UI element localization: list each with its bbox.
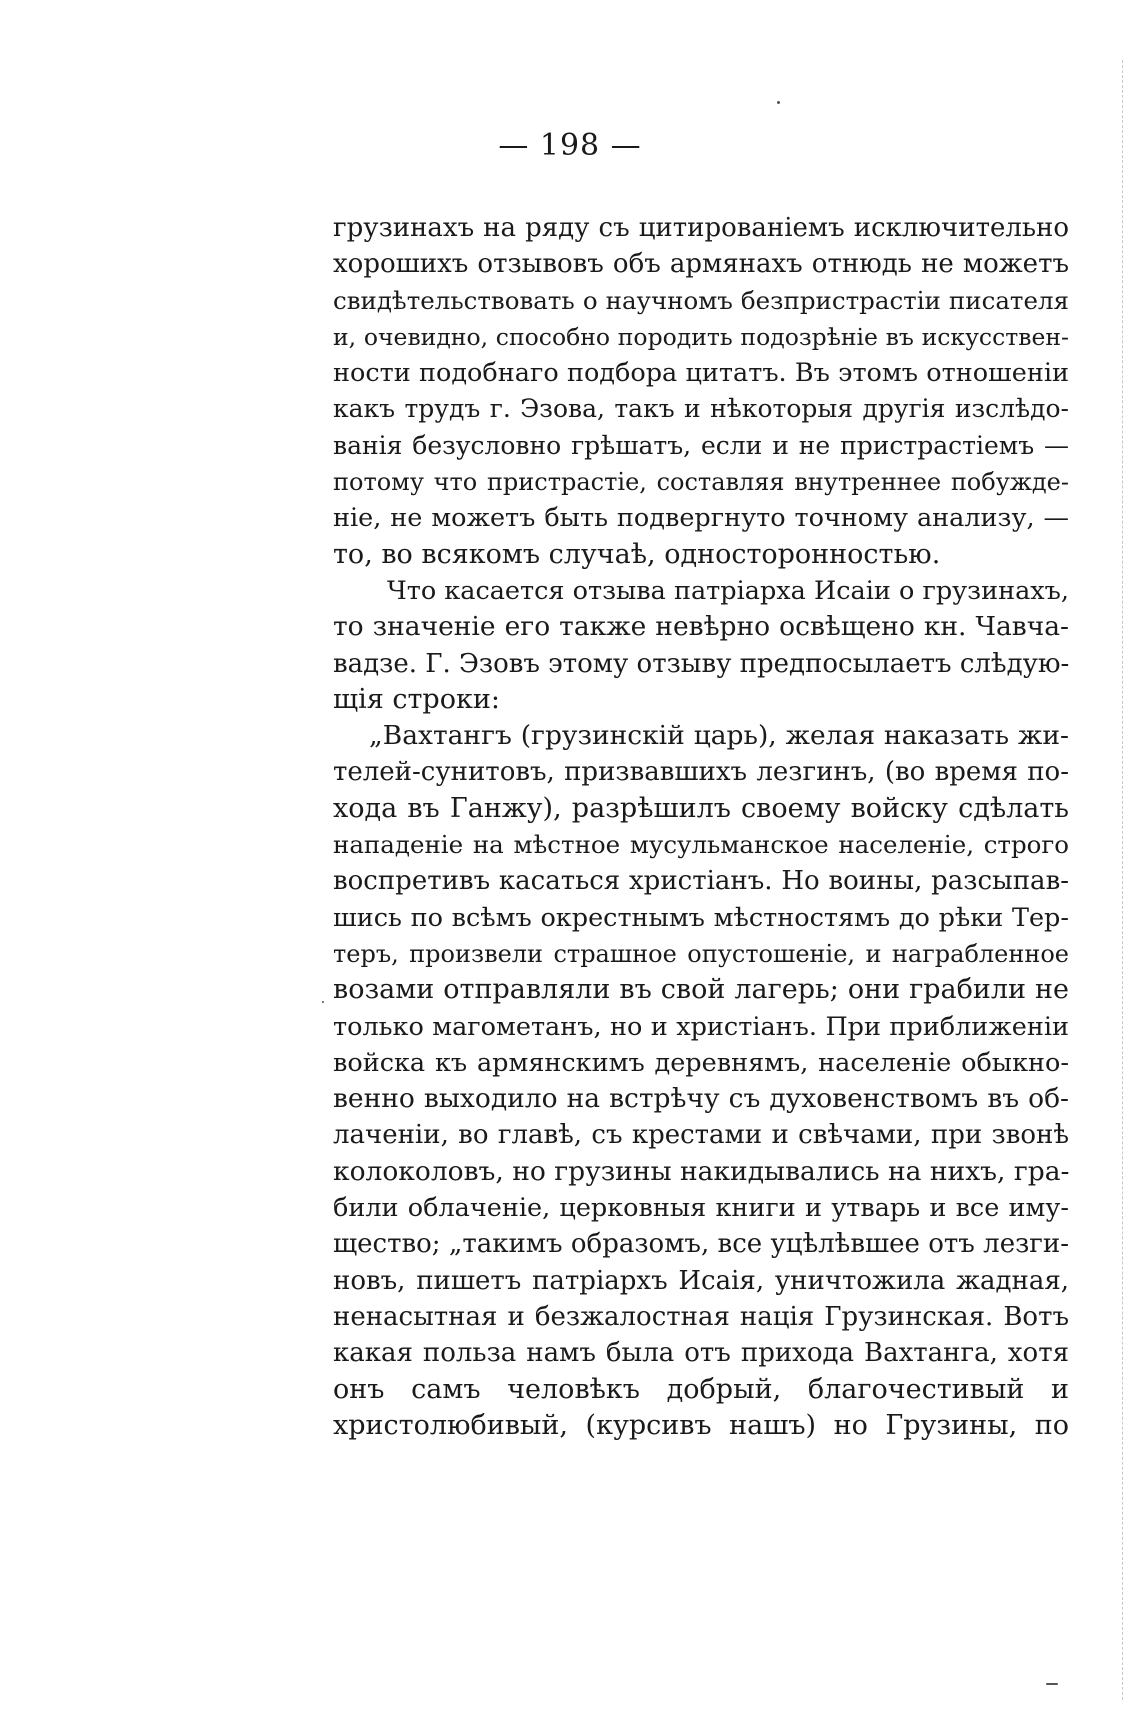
text-line: и, очевидно, способно породить подозрѣніе въ искусствен- <box>333 322 1069 351</box>
scan-speck <box>1046 1683 1058 1685</box>
text-line: телей-сунитовъ, призвавшихъ лезгинъ, (во время по- <box>333 757 1069 788</box>
text-line: били облаченіе, церковныя книги и утварь и все иму- <box>333 1193 1069 1224</box>
text-line: ненасытная и безжалостная нація Грузинская. Вотъ <box>333 1301 1069 1332</box>
scan-speck <box>777 101 780 104</box>
text-line: колоколовъ, но грузины накидывались на нихъ, гра- <box>333 1155 1069 1187</box>
text-line: потому что пристрастіе, составляя внутреннее побужде- <box>333 468 1069 497</box>
text-line: воспретивъ касаться христіанъ. Но воины, разсыпав- <box>333 866 1069 897</box>
page-number: — 198 — <box>498 128 642 163</box>
text-line: лаченіи, во главѣ, съ крестами и свѣчами, при звонѣ <box>333 1120 1069 1151</box>
text-line: щія строки: <box>333 683 500 715</box>
text-line: вадзе. Г. Эзовъ этому отзыву предпосылаетъ слѣдую- <box>333 648 1069 679</box>
text-line: ванія безусловно грѣшатъ, если и не пристрастіемъ — <box>333 430 1069 460</box>
text-line: венно выходило на встрѣчу съ духовенствомъ въ об- <box>333 1083 1069 1115</box>
text-line: хода въ Ганжу), разрѣшилъ своему войску сдѣлать <box>333 792 1069 824</box>
text-line: войска къ армянскимъ деревнямъ, населеніе обыкно- <box>333 1047 1069 1078</box>
text-line: щество; „такимъ образомъ, все уцѣлѣвшее отъ лезги- <box>333 1229 1069 1260</box>
text-line: то значеніе его также невѣрно освѣщено кн. Чавча- <box>333 611 1069 643</box>
text-line: онъ самъ человѣкъ добрый, благочестивый и <box>333 1373 1069 1405</box>
text-line: шись по всѣмъ окрестнымъ мѣстностямъ до рѣки Тер- <box>333 902 1069 933</box>
text-line: какъ трудъ г. Эзова, такъ и нѣкоторыя другія изслѣдо- <box>333 394 1069 424</box>
text-line: то, во всякомъ случаѣ, односторонностью. <box>333 538 941 570</box>
text-line: христолюбивый, (курсивъ нашъ) но Грузины, по <box>333 1409 1069 1441</box>
text-line: свидѣтельствовать о научномъ безпристрастіи писателя <box>333 285 1069 315</box>
text-line: ности подобнаго подбора цитатъ. Въ этомъ отношеніи <box>333 358 1069 389</box>
text-line: какая польза намъ была отъ прихода Вахтанга, хотя <box>333 1338 1069 1369</box>
text-line: хорошихъ отзывовъ объ армянахъ отнюдь не можетъ <box>333 249 1069 280</box>
text-line: ніе, не можетъ быть подвергнуто точному анализу, — <box>333 503 1069 534</box>
text-line: теръ, произвели страшное опустошеніе, и награбленное <box>333 939 1069 968</box>
body-text <box>333 210 1069 1444</box>
text-line: только магометанъ, но и христіанъ. При приближеніи <box>333 1011 1069 1042</box>
text-line: Что касается отзыва патріарха Исаіи о грузинахъ, <box>387 575 1069 606</box>
text-line: грузинахъ на ряду съ цитированіемъ исключительно <box>333 213 1069 243</box>
scan-speck <box>322 1001 324 1003</box>
text-line: „Вахтангъ (грузинскій царь), желая наказать жи- <box>369 720 1069 752</box>
scan-edge-line <box>1122 60 1124 1700</box>
text-line: новъ, пишетъ патріархъ Исаія, уничтожила жадная, <box>333 1265 1069 1296</box>
text-line: нападеніе на мѣстное мусульманское населеніе, строго <box>333 830 1069 860</box>
text-line: возами отправляли въ свой лагерь; они грабили не <box>333 974 1069 1006</box>
